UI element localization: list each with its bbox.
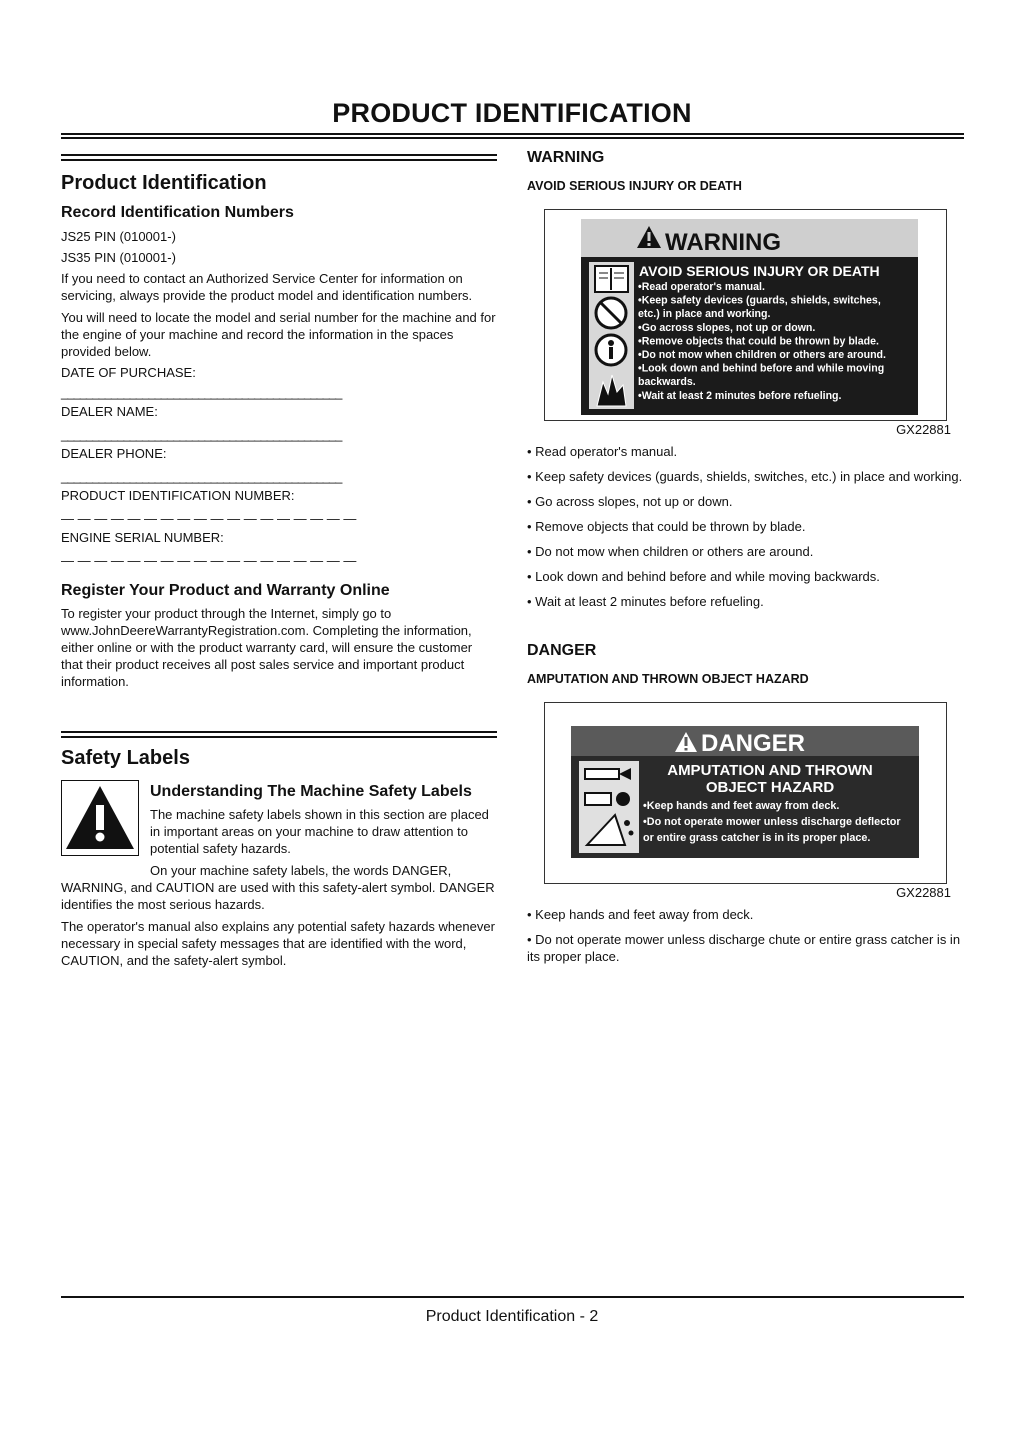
title-rule-bottom: [61, 137, 964, 139]
bullet-item: • Do not operate mower unless discharge chute or entire grass catcher is in its proper place.: [527, 932, 961, 964]
page-footer: Product Identification - 2: [425, 1308, 599, 1325]
signal-words-line: On your machine safety labels, the words DANGER,: [150, 863, 452, 878]
label-line: or entire grass catcher is in its proper place.: [643, 832, 871, 844]
label-line: •Read operator's manual.: [638, 281, 765, 293]
dealer-name-blank: _____________________________________________: [61, 427, 342, 442]
contact-paragraph: If you need to contact an Authorized Service Center for information on servicing, always provide the product model and identification numbers.: [61, 271, 473, 303]
dealer-name-label: DEALER NAME:: [61, 404, 158, 419]
warning-label-title: WARNING: [665, 229, 781, 256]
danger-bullets: [527, 906, 964, 973]
label-line: •Do not mow when children or others are around.: [638, 349, 886, 361]
footer-rule: [61, 1296, 964, 1298]
record-numbers-heading: Record Identification Numbers: [61, 204, 294, 221]
bullet-item: • Go across slopes, not up or down.: [527, 494, 733, 509]
danger-label-code: GX22881: [896, 885, 951, 900]
bullet-item: • Do not mow when children or others are around.: [527, 544, 814, 559]
bullet-item: • Wait at least 2 minutes before refueling.: [527, 594, 764, 609]
danger-label-frame: [544, 702, 947, 884]
date-of-purchase-label: DATE OF PURCHASE:: [61, 365, 196, 380]
section-rule: [61, 159, 497, 161]
danger-label-sub2: OBJECT HAZARD: [705, 779, 835, 796]
safety-labels-section: [61, 731, 497, 969]
warning-bullet-list: [527, 443, 964, 610]
dealer-phone-label: DEALER PHONE:: [61, 446, 167, 461]
bullet-item: • Keep safety devices (guards, shields, switches, etc.) in place and working.: [527, 469, 963, 484]
label-line: backwards.: [638, 376, 696, 389]
operators-manual-paragraph: The operator's manual also explains any potential safety hazards whenever necessary in special safety messages that are identified with the word, CAUTION, and the safety-alert symbol.: [61, 919, 495, 968]
section-rule: [61, 736, 497, 738]
warning-section: [527, 149, 964, 193]
warning-heading: WARNING: [527, 149, 605, 166]
understanding-labels-heading: Understanding The Machine Safety Labels: [150, 783, 472, 800]
bullet-item: • Remove objects that could be thrown by blade.: [527, 519, 806, 534]
section-rule: [61, 731, 497, 733]
no-guard-pictogram-icon: [596, 298, 626, 328]
manual-pictogram-icon: [595, 266, 628, 292]
signal-words-paragraph: WARNING, and CAUTION are used with this safety-alert symbol. DANGER identifies the most serious hazards.: [61, 880, 495, 912]
bullet-item: • Read operator's manual.: [527, 444, 678, 459]
danger-label-sub1: AMPUTATION AND THROWN: [667, 762, 873, 779]
register-paragraph: To register your product through the Internet, simply go to www.JohnDeereWarrantyRegistration.com. Completing the information, either online or with the product warranty card, will ensure the customer that their product receives all post sales service and important product information.: [61, 606, 473, 689]
dealer-phone-blank: _____________________________________________: [61, 469, 342, 484]
warning-label-subtitle: AVOID SERIOUS INJURY OR DEATH: [639, 263, 880, 279]
children-pictogram-icon: [596, 335, 626, 365]
label-line: •Go across slopes, not up or down.: [638, 321, 816, 334]
safety-labels-heading: Safety Labels: [61, 747, 190, 769]
label-line: •Do not operate mower unless discharge deflector: [643, 816, 901, 828]
bullet-item: • Keep hands and feet away from deck.: [527, 907, 754, 922]
page-title: PRODUCT IDENTIFICATION: [332, 98, 692, 128]
danger-section: [527, 642, 964, 686]
warning-label-frame: [544, 209, 947, 421]
pin-label: PRODUCT IDENTIFICATION NUMBER:: [61, 488, 295, 503]
label-line: etc.) in place and working.: [638, 308, 771, 321]
warning-bullets: [527, 443, 964, 618]
danger-label-title: DANGER: [701, 730, 806, 757]
label-line: •Keep hands and feet away from deck.: [643, 800, 840, 812]
warning-label-code: GX22881: [896, 422, 951, 437]
labels-intro-paragraph: The machine safety labels shown in this section are placed in important areas on your machine to draw attention to potential safety hazards.: [150, 807, 489, 856]
section-rule: [61, 154, 497, 156]
label-line: •Keep safety devices (guards, shields, switches,: [638, 294, 881, 307]
danger-subheading: AMPUTATION AND THROWN OBJECT HAZARD: [527, 672, 809, 686]
left-column: [61, 154, 497, 690]
title-rule-top: [61, 133, 964, 135]
warning-safety-label-image: [545, 210, 946, 420]
pin-blank: — — — — — — — — — — — — — — — — — —: [61, 511, 357, 526]
date-of-purchase-blank: _____________________________________________: [61, 385, 342, 400]
danger-safety-label-image: [545, 703, 946, 883]
label-line: •Wait at least 2 minutes before refueling.: [638, 389, 842, 402]
register-heading: Register Your Product and Warranty Online: [61, 582, 390, 599]
engine-serial-blank: — — — — — — — — — — — — — — — — — —: [61, 553, 357, 568]
danger-bullet-list: [527, 906, 964, 965]
pin-js35: JS35 PIN (010001-): [61, 250, 176, 265]
product-identification-heading: Product Identification: [61, 172, 267, 194]
label-line: •Remove objects that could be thrown by blade.: [638, 335, 879, 348]
engine-serial-label: ENGINE SERIAL NUMBER:: [61, 530, 224, 545]
label-line: •Look down and behind before and while moving: [638, 362, 885, 375]
pin-js25: JS25 PIN (010001-): [61, 229, 176, 244]
foot-blade-pictogram-icon: [585, 792, 630, 806]
safety-alert-icon: [61, 780, 139, 856]
bullet-item: • Look down and behind before and while moving backwards.: [527, 569, 880, 584]
danger-heading: DANGER: [527, 642, 597, 659]
warning-subheading: AVOID SERIOUS INJURY OR DEATH: [527, 179, 742, 193]
locate-paragraph: You will need to locate the model and serial number for the machine and for the engine of your machine and record the information in the spaces provided below.: [61, 310, 496, 359]
